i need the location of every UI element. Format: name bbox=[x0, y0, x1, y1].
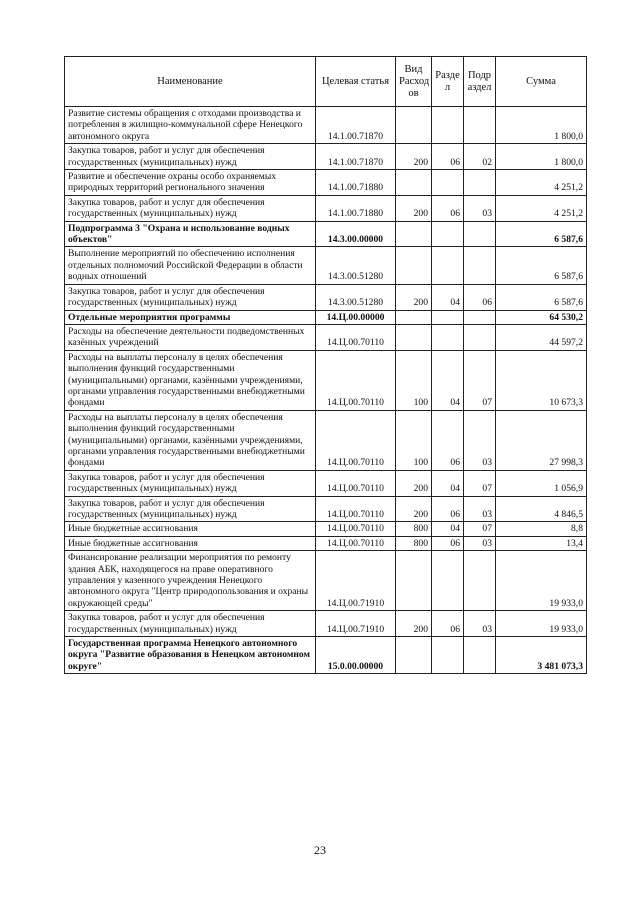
cell-type: 800 bbox=[396, 522, 432, 536]
cell-section: 06 bbox=[432, 536, 464, 550]
cell-subsection: 06 bbox=[464, 284, 496, 310]
cell-type: 200 bbox=[396, 496, 432, 522]
table-row bbox=[65, 350, 587, 410]
cell-name: Закупка товаров, работ и услуг для обеспечения государственных (муниципальных) нужд bbox=[65, 611, 316, 637]
cell-target: 14.Ц.00.70110 bbox=[316, 522, 396, 536]
cell-name: Иные бюджетные ассигнования bbox=[65, 522, 316, 536]
cell-amount: 13,4 bbox=[496, 536, 587, 550]
cell-amount: 3 481 073,3 bbox=[496, 637, 587, 674]
cell-subsection: 07 bbox=[464, 470, 496, 496]
cell-name: Закупка товаров, работ и услуг для обеспечения государственных (муниципальных) нужд bbox=[65, 496, 316, 522]
table-row bbox=[65, 284, 587, 310]
table-row bbox=[65, 611, 587, 637]
cell-target: 14.Ц.00.71910 bbox=[316, 551, 396, 611]
cell-amount: 4 251,2 bbox=[496, 195, 587, 221]
cell-type bbox=[396, 221, 432, 247]
cell-type bbox=[396, 637, 432, 674]
cell-amount: 4 251,2 bbox=[496, 170, 587, 196]
header-target: Целевая статья bbox=[316, 57, 396, 107]
cell-target: 14.Ц.00.70110 bbox=[316, 536, 396, 550]
cell-section bbox=[432, 107, 464, 144]
cell-type: 200 bbox=[396, 144, 432, 170]
cell-amount: 6 587,6 bbox=[496, 247, 587, 284]
cell-subsection bbox=[464, 310, 496, 324]
cell-name: Иные бюджетные ассигнования bbox=[65, 536, 316, 550]
table-header-row bbox=[65, 57, 587, 107]
table-row bbox=[65, 410, 587, 470]
cell-subsection bbox=[464, 551, 496, 611]
cell-name: Расходы на выплаты персоналу в целях обеспечения выполнения функций государственными (муниципальными) органами, казёнными учреждениями, органами управления государственными внебюджетными фондами bbox=[65, 410, 316, 470]
cell-type bbox=[396, 107, 432, 144]
cell-name: Развитие системы обращения с отходами производства и потребления в жилищно-коммунальной сфере Ненецкого автономного округа bbox=[65, 107, 316, 144]
cell-target: 14.3.00.51280 bbox=[316, 247, 396, 284]
cell-type: 200 bbox=[396, 195, 432, 221]
cell-section bbox=[432, 551, 464, 611]
cell-section: 04 bbox=[432, 284, 464, 310]
cell-section: 06 bbox=[432, 496, 464, 522]
page-number: 23 bbox=[314, 843, 326, 857]
table-row bbox=[65, 470, 587, 496]
cell-section: 06 bbox=[432, 611, 464, 637]
table-row bbox=[65, 195, 587, 221]
header-type: Вид Расход ов bbox=[396, 57, 432, 107]
cell-subsection bbox=[464, 170, 496, 196]
table-row bbox=[65, 637, 587, 674]
cell-section: 06 bbox=[432, 195, 464, 221]
table-row bbox=[65, 551, 587, 611]
cell-section bbox=[432, 310, 464, 324]
cell-type bbox=[396, 324, 432, 350]
header-subsection: Подр аздел bbox=[464, 57, 496, 107]
cell-subsection: 03 bbox=[464, 195, 496, 221]
cell-type bbox=[396, 247, 432, 284]
header-section: Разде л bbox=[432, 57, 464, 107]
cell-subsection: 07 bbox=[464, 350, 496, 410]
cell-target: 14.1.00.71870 bbox=[316, 107, 396, 144]
cell-type: 100 bbox=[396, 410, 432, 470]
cell-amount: 19 933,0 bbox=[496, 551, 587, 611]
cell-amount: 64 530,2 bbox=[496, 310, 587, 324]
cell-name: Закупка товаров, работ и услуг для обеспечения государственных (муниципальных) нужд bbox=[65, 470, 316, 496]
cell-target: 14.Ц.00.70110 bbox=[316, 470, 396, 496]
table-row bbox=[65, 310, 587, 324]
cell-target: 14.Ц.00.70110 bbox=[316, 324, 396, 350]
cell-subsection: 07 bbox=[464, 522, 496, 536]
cell-section: 06 bbox=[432, 410, 464, 470]
cell-target: 14.Ц.00.70110 bbox=[316, 350, 396, 410]
cell-name: Отдельные мероприятия программы bbox=[65, 310, 316, 324]
cell-amount: 4 846,5 bbox=[496, 496, 587, 522]
cell-subsection: 03 bbox=[464, 536, 496, 550]
cell-amount: 1 800,0 bbox=[496, 144, 587, 170]
cell-type: 800 bbox=[396, 536, 432, 550]
cell-subsection bbox=[464, 107, 496, 144]
cell-target: 15.0.00.00000 bbox=[316, 637, 396, 674]
cell-name: Финансирование реализации мероприятия по ремонту здания АБК, находящегося на праве оперативного управления у казенного учреждения Ненецкого автономного округа "Центр природопользования и охраны окружающей среды" bbox=[65, 551, 316, 611]
cell-type: 200 bbox=[396, 611, 432, 637]
cell-type bbox=[396, 310, 432, 324]
cell-target: 14.Ц.00.71910 bbox=[316, 611, 396, 637]
cell-section bbox=[432, 247, 464, 284]
cell-section bbox=[432, 170, 464, 196]
cell-name: Закупка товаров, работ и услуг для обеспечения государственных (муниципальных) нужд bbox=[65, 284, 316, 310]
table-row bbox=[65, 324, 587, 350]
cell-name: Закупка товаров, работ и услуг для обеспечения государственных (муниципальных) нужд bbox=[65, 144, 316, 170]
table-row bbox=[65, 496, 587, 522]
cell-name: Подпрограмма 3 "Охрана и использование водных объектов" bbox=[65, 221, 316, 247]
cell-target: 14.Ц.00.00000 bbox=[316, 310, 396, 324]
cell-amount: 6 587,6 bbox=[496, 221, 587, 247]
cell-amount: 8,8 bbox=[496, 522, 587, 536]
header-amount: Сумма bbox=[496, 57, 587, 107]
cell-subsection: 03 bbox=[464, 496, 496, 522]
cell-name: Расходы на обеспечение деятельности подведомственных казённых учреждений bbox=[65, 324, 316, 350]
cell-subsection bbox=[464, 637, 496, 674]
cell-section bbox=[432, 221, 464, 247]
cell-amount: 1 056,9 bbox=[496, 470, 587, 496]
cell-subsection bbox=[464, 221, 496, 247]
cell-name: Выполнение мероприятий по обеспечению исполнения отдельных полномочий Российской Федерации в области водных отношений bbox=[65, 247, 316, 284]
cell-amount: 44 597,2 bbox=[496, 324, 587, 350]
cell-name: Государственная программа Ненецкого автономного округа "Развитие образования в Ненецком автономном округе" bbox=[65, 637, 316, 674]
cell-section bbox=[432, 324, 464, 350]
cell-type: 200 bbox=[396, 470, 432, 496]
cell-subsection bbox=[464, 247, 496, 284]
cell-type: 100 bbox=[396, 350, 432, 410]
cell-subsection: 03 bbox=[464, 410, 496, 470]
cell-amount: 1 800,0 bbox=[496, 107, 587, 144]
cell-target: 14.Ц.00.70110 bbox=[316, 496, 396, 522]
table-row bbox=[65, 247, 587, 284]
cell-name: Закупка товаров, работ и услуг для обеспечения государственных (муниципальных) нужд bbox=[65, 195, 316, 221]
cell-type bbox=[396, 551, 432, 611]
cell-subsection bbox=[464, 324, 496, 350]
cell-target: 14.1.00.71880 bbox=[316, 170, 396, 196]
table-row bbox=[65, 522, 587, 536]
table-row bbox=[65, 170, 587, 196]
table-row bbox=[65, 144, 587, 170]
cell-type bbox=[396, 170, 432, 196]
cell-type: 200 bbox=[396, 284, 432, 310]
cell-subsection: 03 bbox=[464, 611, 496, 637]
cell-target: 14.3.00.51280 bbox=[316, 284, 396, 310]
cell-target: 14.1.00.71880 bbox=[316, 195, 396, 221]
cell-name: Развитие и обеспечение охраны особо охраняемых природных территорий регионального значения bbox=[65, 170, 316, 196]
cell-subsection: 02 bbox=[464, 144, 496, 170]
cell-name: Расходы на выплаты персоналу в целях обеспечения выполнения функций государственными (муниципальными) органами, казёнными учреждениями, органами управления государственными внебюджетными фондами bbox=[65, 350, 316, 410]
cell-section: 06 bbox=[432, 144, 464, 170]
table-row bbox=[65, 536, 587, 550]
cell-amount: 19 933,0 bbox=[496, 611, 587, 637]
header-name: Наименование bbox=[65, 57, 316, 107]
table-row bbox=[65, 221, 587, 247]
cell-section: 04 bbox=[432, 350, 464, 410]
cell-amount: 6 587,6 bbox=[496, 284, 587, 310]
cell-section: 04 bbox=[432, 470, 464, 496]
budget-table-sheet bbox=[64, 56, 586, 674]
cell-section bbox=[432, 637, 464, 674]
cell-target: 14.1.00.71870 bbox=[316, 144, 396, 170]
cell-target: 14.3.00.00000 bbox=[316, 221, 396, 247]
cell-amount: 27 998,3 bbox=[496, 410, 587, 470]
cell-section: 04 bbox=[432, 522, 464, 536]
cell-target: 14.Ц.00.70110 bbox=[316, 410, 396, 470]
table-row bbox=[65, 107, 587, 144]
budget-table bbox=[64, 56, 587, 674]
cell-amount: 10 673,3 bbox=[496, 350, 587, 410]
